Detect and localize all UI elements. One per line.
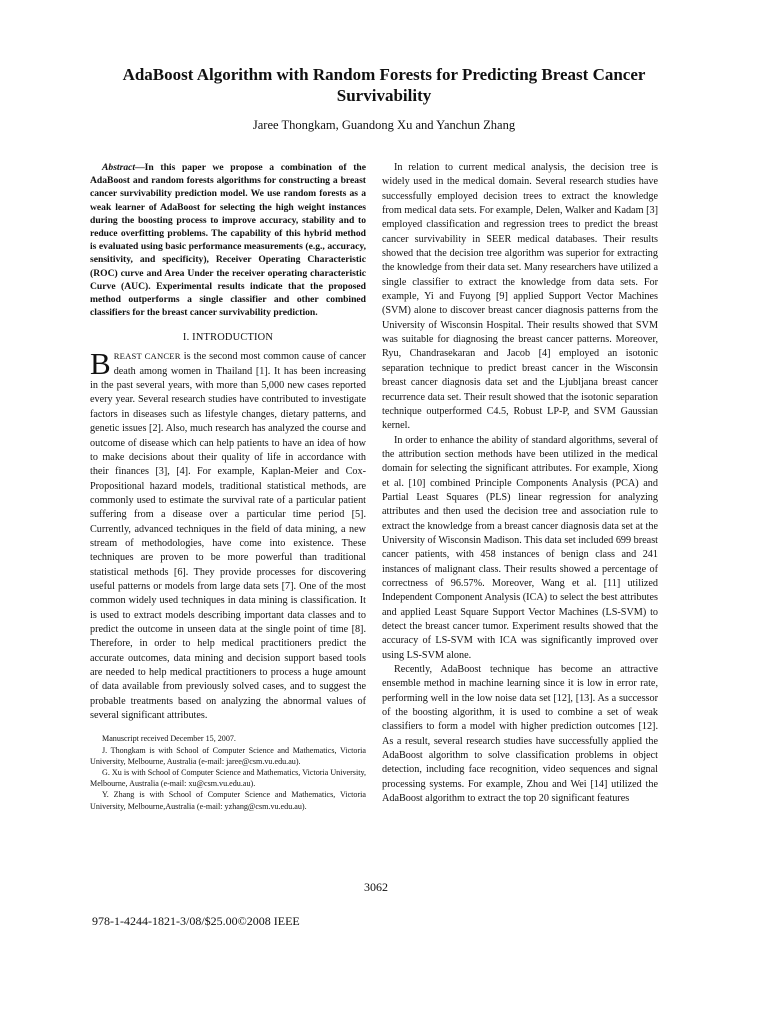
paper-title: AdaBoost Algorithm with Random Forests for Predicting Breast Cancer Survivability bbox=[122, 65, 646, 105]
footnotes bbox=[90, 733, 366, 811]
abstract bbox=[90, 161, 366, 319]
author-list: Jaree Thongkam, Guandong Xu and Yanchun Zhang bbox=[252, 118, 516, 132]
paragraph-adaboost: Recently, AdaBoost technique has become an attractive ensemble method in machine learning since it is low in error rate, performing well in the low noise data set [12], [13]. As a successor of the boosting algorithm, it is used to combine a set of weak classifiers to form a model with higher prediction outcomes [12]. As a result, several research studies have successfully applied the AdaBoost algorithm to solve classification problems in object detection, including face recognition, video sequences and signal processing systems. For example, Zhou and Wei [14] utilized the AdaBoost algorithm to extract the top 20 significant features bbox=[382, 664, 658, 805]
section-heading-introduction: I. INTRODUCTION bbox=[182, 332, 274, 344]
paragraph-decision-trees: In relation to current medical analysis, the decision tree is widely used in the medical domain. Several research studies have successfully employed decision trees to extract the knowledge from medical data sets. For example, Delen, Walker and Kadam [3] employed classification and regression trees to predict the breast cancer survivability in SEER medical databases. Their results showed that the decision tree algorithm was superior for extracting the knowledge from their data set. Many researchers have utilized a single classifier to extract the knowledge from data sets. For example, Yi and Fuyong [9] applied Support Vector Machines (SVM) alone to discover breast cancer diagnosis patterns from the University of Wisconsin Hospital. Their results showed that SVM was suitable for diagnosing the breast cancer patterns. Moreover, Ryu, Chandrasekaran and Jacob [4] employed an isotonic separation technique to predict breast cancer in the Wisconsin breast cancer diagnosis data set and the Ljubljana breast cancer recurrence data set. Their result showed that the isotonic separation technique outperformed C4.5, Robust LP-P, and SVM Gaussian kernel. bbox=[382, 162, 658, 432]
paragraph-attribute-selection: In order to enhance the ability of standard algorithms, several of the attribution section methods have been utilized in the medical domain for selecting the significant attributes. For example, Xiong et al. [10] combined Principle Components Analysis (PCA) and Partial Least Squares (PLS) linear regression for analyzing attributes and then used the decision tree and association rule to extract the knowledge from a breast cancer diagnosis data set at the University of Wisconsin Madison. This data set included 699 breast cancer patients, with 458 instances of benign class and 241 instances of malignant class. Their results showed a percentage of correctness of 96.57%. Moreover, Wang et al. [11] utilized Independent Component Analysis (ICA) to select the best attributes and applied Least Square Support Vector Machines (LS-SVM) to detect the breast cancer tumor. Experiment results showed that the accuracy of LS-SVM with ICA was significantly improved over using LS-SVM alone. bbox=[382, 434, 658, 661]
left-column bbox=[90, 161, 366, 812]
footnote-manuscript: Manuscript received December 15, 2007. bbox=[102, 734, 236, 744]
page-number: 3062 bbox=[364, 880, 388, 894]
footnote-thongkam: J. Thongkam is with School of Computer Science and Mathematics, Victoria University, Melbourne, Australia (e-mail: jaree@csm.vu.edu.au). bbox=[90, 745, 366, 766]
abstract-label: Abstract bbox=[102, 162, 136, 173]
intro-text: is the second most common cause of cancer death among women in Thailand [1]. It has been increasing in the past several years, with more than 5,000 new cases reported every year. Several research studies have contributed to investigate factors in diseases such as lifestyle changes, dietary patterns, and genetic issues [2]. Also, much research has analyzed the course and outcome of disease which can help patients to have an idea of how to make decisions about their quality of life in accordance with their finances [3], [4]. For example, Kaplan-Meier and Cox-Propositional hazard models, traditional statistical methods, are commonly used to estimate the survival rate of a particular patient suffering from a disease over a particular time period [5]. Currently, advanced techniques in the field of data mining, a new stream of methodologies, have come into existence. These techniques are proven to be more powerful than traditional statistical methods [6]. They provide processes for discovering useful patterns or models from large data sets [7]. One of the most common widely used techniques in data mining is classification. It is used to extract models describing important data classes and to predict the outcome in unseen data at the single point of time [8]. Therefore, in order to help medical practitioners predict the accurate outcomes, data mining and decision support based tools are needed to help medical practitioners to process a huge amount of data available from previously solved cases, and to suggest the probable treatments based on analyzing the abnormal values of several significant attributes. bbox=[90, 351, 366, 722]
footnote-xu: G. Xu is with School of Computer Science and Mathematics, Victoria University, Melbourne, Australia (e-mail: xu@csm.vu.edu.au). bbox=[90, 767, 366, 789]
drop-cap: B bbox=[90, 346, 111, 382]
footnote-zhang: Y. Zhang is with School of Computer Science and Mathematics, Victoria University, Melbourne,Australia (e-mail: yzhang@csm.vu.edu.au). bbox=[90, 790, 366, 811]
abstract-text: —In this paper we propose a combination of the AdaBoost and random forests algorithms for constructing a breast cancer survivability prediction model. We use random forests as a weak learner of AdaBoost for selecting the high weight instances during the boosting process to improve accuracy, stability and to reduce overfitting problems. The capability of this hybrid method is evaluated using basic performance measurements (e.g., accuracy, sensitivity, and specificity), Receiver Operating Characteristic (ROC) curve and Area Under the receiver operating characteristic Curve (AUC). Experimental results indicate that the proposed method outperforms a single classifier and other combined classifiers for the breast cancer survivability prediction. bbox=[90, 162, 366, 319]
right-column bbox=[382, 161, 658, 806]
isbn-copyright: 978-1-4244-1821-3/08/$25.00©2008 IEEE bbox=[92, 914, 300, 928]
introduction-paragraph bbox=[90, 346, 366, 723]
intro-smallcaps: REAST CANCER bbox=[113, 351, 181, 362]
